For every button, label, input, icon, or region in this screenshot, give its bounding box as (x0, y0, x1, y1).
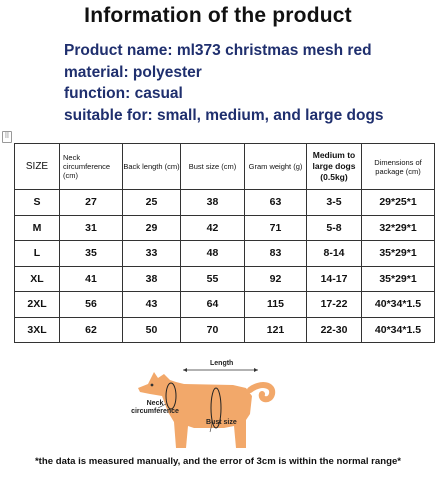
measurement-note: *the data is measured manually, and the error of 3cm is within the normal range* (34, 456, 402, 467)
header-package: Dimensions of package (cm) (362, 144, 435, 190)
cell-size: XL (15, 266, 60, 292)
cell-back-length: 29 (123, 215, 181, 241)
cell-gram-weight: 83 (245, 241, 307, 267)
cell-neck: 35 (60, 241, 123, 267)
cell-size: 3XL (15, 317, 60, 343)
table-row (15, 317, 435, 343)
header-neck: Neck circumference (cm) (60, 144, 123, 190)
cell-back-length: 43 (123, 292, 181, 318)
product-info (64, 40, 434, 126)
cell-package: 32*29*1 (362, 215, 435, 241)
header-bust: Bust size (cm) (181, 144, 245, 190)
table-move-handle-icon[interactable]: ⠿ (2, 131, 12, 143)
dog-measurement-diagram (128, 348, 278, 458)
header-gram-weight: Gram weight (g) (245, 144, 307, 190)
cell-gram-weight: 115 (245, 292, 307, 318)
cell-back-length: 33 (123, 241, 181, 267)
table-row (15, 190, 435, 216)
product-suitable-for: suitable for: small, medium, and large dogs (64, 106, 384, 124)
cell-neck: 41 (60, 266, 123, 292)
cell-package: 40*34*1.5 (362, 292, 435, 318)
cell-bust: 70 (181, 317, 245, 343)
cell-gram-weight: 71 (245, 215, 307, 241)
table-row (15, 241, 435, 267)
cell-package: 40*34*1.5 (362, 317, 435, 343)
cell-bust: 38 (181, 190, 245, 216)
cell-dog-weight: 17-22 (307, 292, 362, 318)
header-back-length: Back length (cm) (123, 144, 181, 190)
table-row (15, 215, 435, 241)
bust-size-label: Bust size (206, 419, 237, 426)
header-dog-weight: Medium to large dogs (0.5kg) (307, 144, 362, 190)
cell-dog-weight: 22-30 (307, 317, 362, 343)
product-name: Product name: ml373 christmas mesh red (64, 42, 372, 59)
cell-gram-weight: 63 (245, 190, 307, 216)
cell-dog-weight: 8-14 (307, 241, 362, 267)
cell-dog-weight: 14-17 (307, 266, 362, 292)
cell-dog-weight: 3-5 (307, 190, 362, 216)
cell-gram-weight: 92 (245, 266, 307, 292)
cell-gram-weight: 121 (245, 317, 307, 343)
cell-size: S (15, 190, 60, 216)
product-material: material: polyester (64, 63, 202, 81)
cell-neck: 56 (60, 292, 123, 318)
cell-size: 2XL (15, 292, 60, 318)
size-table (14, 143, 435, 343)
cell-back-length: 38 (123, 266, 181, 292)
cell-back-length: 50 (123, 317, 181, 343)
table-header-row (15, 144, 435, 190)
cell-size: M (15, 215, 60, 241)
page-title: Information of the product (84, 4, 352, 27)
cell-bust: 42 (181, 215, 245, 241)
product-function: function: casual (64, 85, 183, 102)
length-label: Length (210, 360, 234, 367)
header-size: SIZE (15, 144, 60, 190)
cell-neck: 62 (60, 317, 123, 343)
cell-back-length: 25 (123, 190, 181, 216)
cell-package: 35*29*1 (362, 241, 435, 267)
table-row (15, 266, 435, 292)
neck-circumference-label: Neck circumference (131, 400, 179, 415)
cell-size: L (15, 241, 60, 267)
cell-bust: 55 (181, 266, 245, 292)
cell-package: 29*25*1 (362, 190, 435, 216)
dog-tail (250, 385, 272, 399)
cell-neck: 27 (60, 190, 123, 216)
cell-package: 35*29*1 (362, 266, 435, 292)
cell-bust: 64 (181, 292, 245, 318)
cell-bust: 48 (181, 241, 245, 267)
cell-neck: 31 (60, 215, 123, 241)
cell-dog-weight: 5-8 (307, 215, 362, 241)
table-row (15, 292, 435, 318)
